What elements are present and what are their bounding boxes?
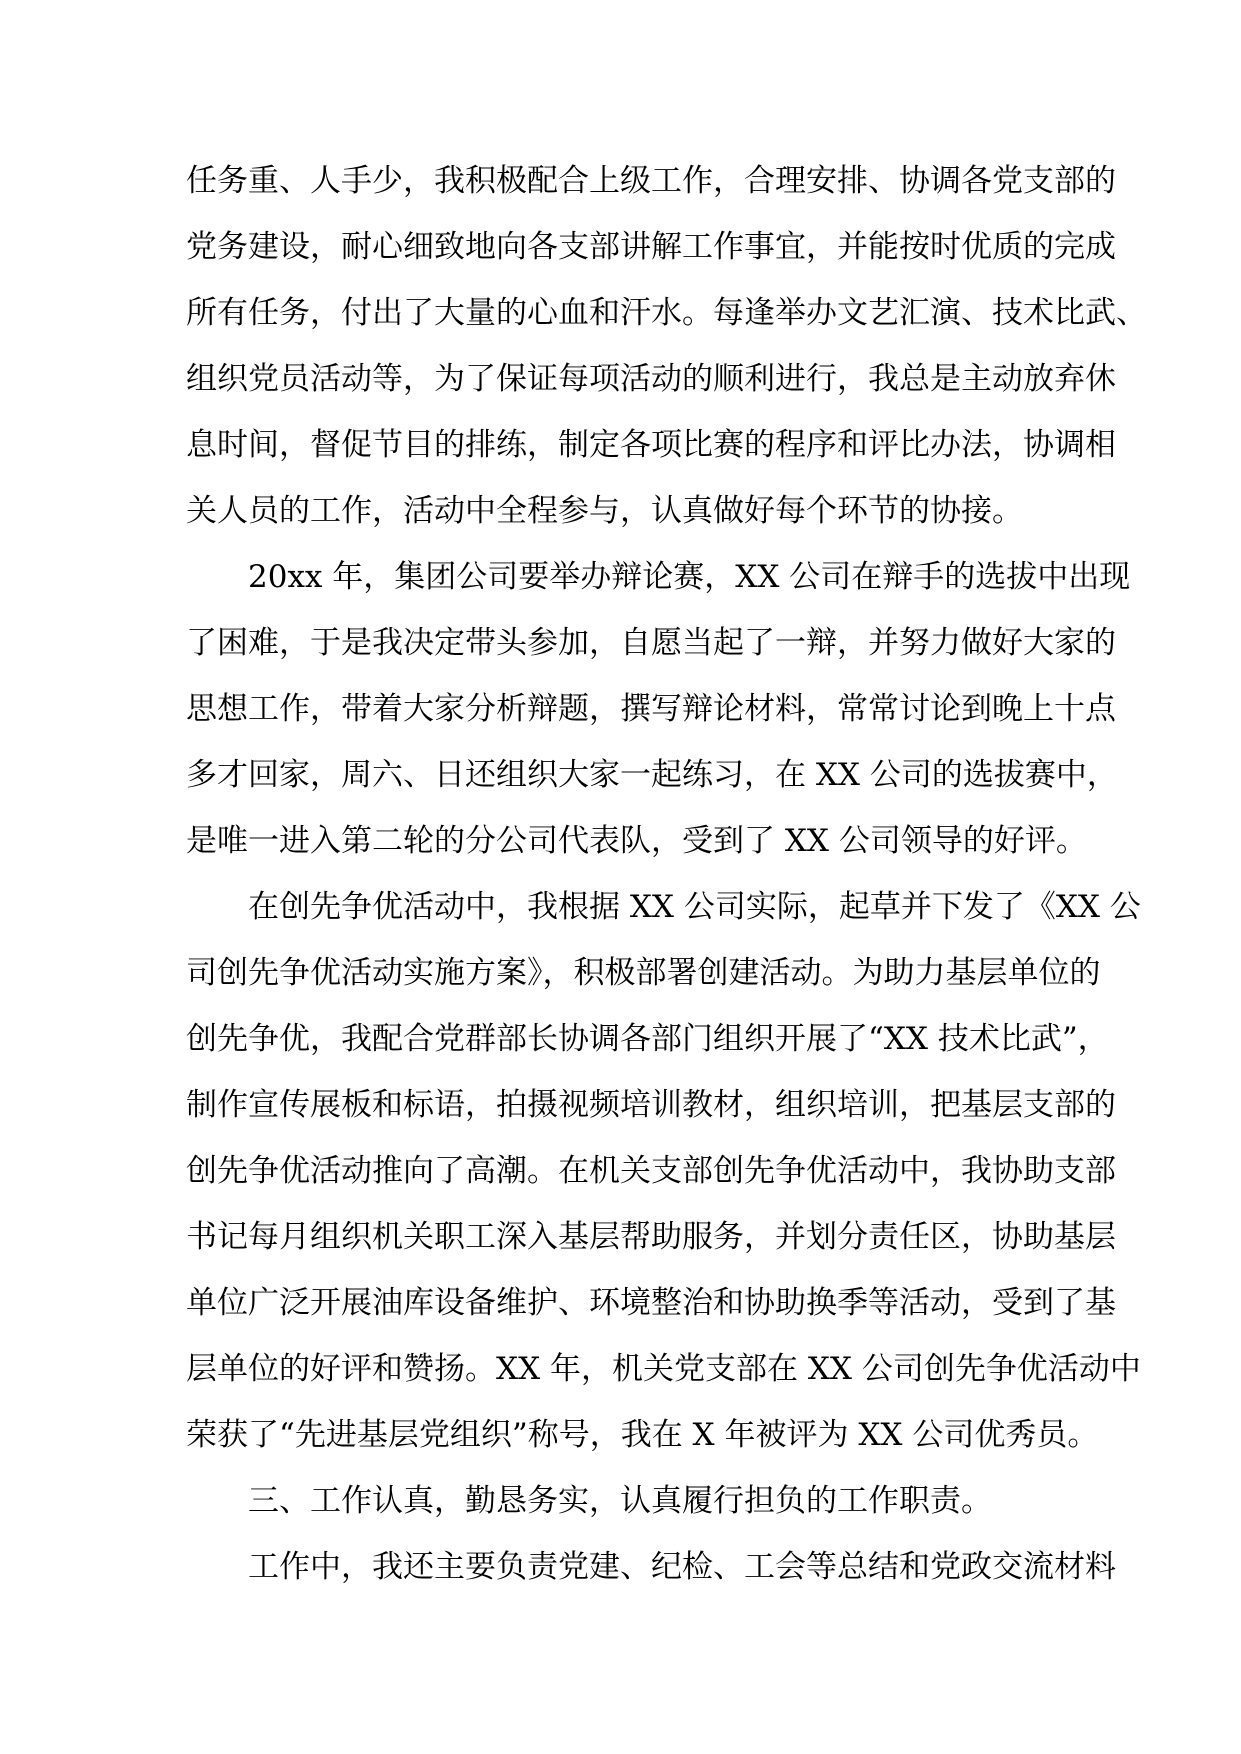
text-line: 关人员的工作，活动中全程参与，认真做好每个环节的协接。 bbox=[186, 493, 1023, 529]
document-body bbox=[186, 148, 1147, 1600]
text-line: 层单位的好评和赞扬。XX 年，机关党支部在 XX 公司创先争优活动中 bbox=[186, 1351, 1141, 1387]
text-line: 息时间，督促节目的排练，制定各项比赛的程序和评比办法，协调相 bbox=[186, 427, 1116, 463]
section-heading: 三、工作认真，勤恳务实，认真履行担负的工作职责。 bbox=[248, 1483, 992, 1519]
text-line: 荣获了“先进基层党组织”称号，我在 X 年被评为 XX 公司优秀员。 bbox=[186, 1417, 1099, 1453]
paragraph-first-line: 在创先争优活动中，我根据 XX 公司实际，起草并下发了《XX 公 bbox=[248, 889, 1141, 925]
text-line: 了困难，于是我决定带头参加，自愿当起了一辩，并努力做好大家的 bbox=[186, 625, 1116, 661]
text-line: 创先争优，我配合党群部长协调各部门组织开展了“XX 技术比武”， bbox=[186, 1021, 1109, 1057]
text-line: 所有任务，付出了大量的心血和汗水。每逢举办文艺汇演、技术比武、 bbox=[186, 295, 1147, 331]
text-line: 单位广泛开展油库设备维护、环境整治和协助换季等活动，受到了基 bbox=[186, 1285, 1116, 1321]
text-line: 思想工作，带着大家分析辩题，撰写辩论材料，常常讨论到晚上十点 bbox=[186, 691, 1116, 727]
text-line: 任务重、人手少，我积极配合上级工作，合理安排、协调各党支部的 bbox=[186, 163, 1116, 199]
text-line: 创先争优活动推向了高潮。在机关支部创先争优活动中，我协助支部 bbox=[186, 1153, 1116, 1189]
text-line: 是唯一进入第二轮的分公司代表队，受到了 XX 公司领导的好评。 bbox=[186, 823, 1087, 859]
paragraph-first-line: 工作中，我还主要负责党建、纪检、工会等总结和党政交流材料 bbox=[248, 1549, 1116, 1585]
text-line: 制作宣传展板和标语，拍摄视频培训教材，组织培训，把基层支部的 bbox=[186, 1087, 1116, 1123]
text-line: 组织党员活动等，为了保证每项活动的顺利进行，我总是主动放弃休 bbox=[186, 361, 1116, 397]
text-line: 书记每月组织机关职工深入基层帮助服务，并划分责任区，协助基层 bbox=[186, 1219, 1116, 1255]
paragraph-first-line: 20xx 年，集团公司要举办辩论赛，XX 公司在辩手的选拔中出现 bbox=[248, 559, 1131, 595]
text-line: 党务建设，耐心细致地向各支部讲解工作事宜，并能按时优质的完成 bbox=[186, 229, 1116, 265]
text-line: 司创先争优活动实施方案》，积极部署创建活动。为助力基层单位的 bbox=[186, 955, 1101, 991]
text-line: 多才回家，周六、日还组织大家一起练习，在 XX 公司的选拔赛中， bbox=[186, 757, 1118, 793]
